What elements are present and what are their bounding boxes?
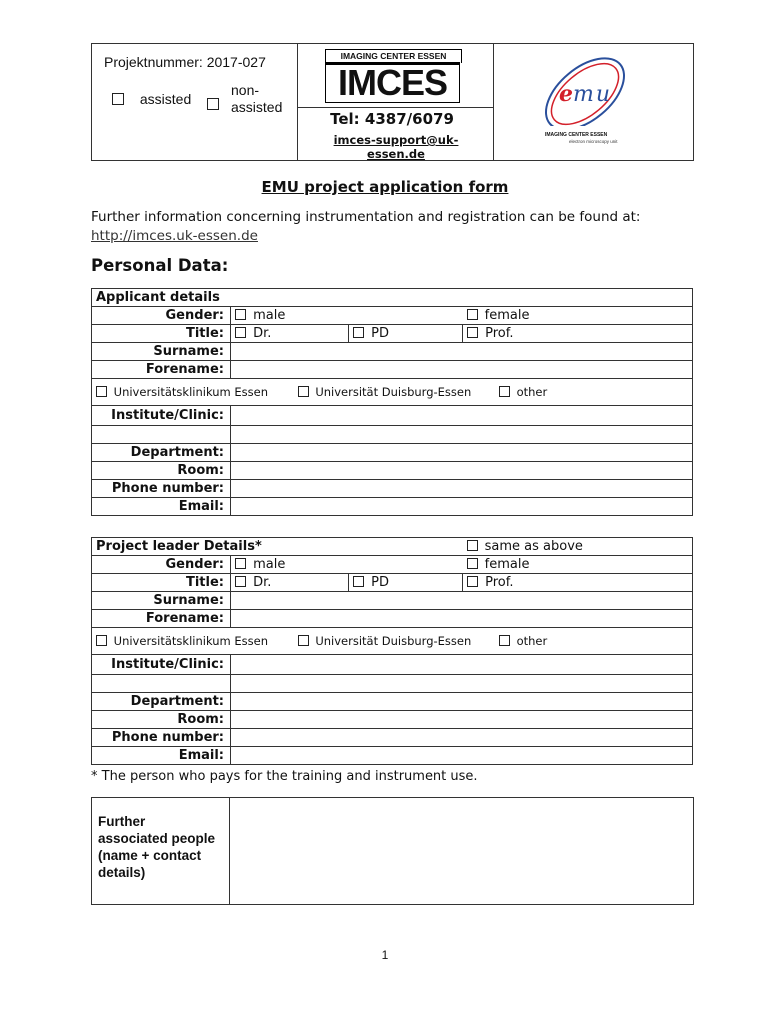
institute-extra-label (92, 426, 231, 444)
surname-label: Surname: (92, 343, 231, 361)
forename-field[interactable] (231, 361, 693, 379)
room-field[interactable] (231, 462, 693, 480)
leader-table (91, 537, 693, 765)
same-as-above-checkbox[interactable] (467, 540, 478, 551)
emu-subtitle-1: IMAGING CENTER ESSEN (545, 132, 608, 138)
leader-male-checkbox[interactable] (235, 558, 246, 569)
leader-institute-label: Institute/Clinic: (92, 655, 231, 675)
title-prof-option[interactable]: Prof. (463, 325, 693, 343)
room-label: Room: (92, 462, 231, 480)
dr-checkbox[interactable] (235, 327, 246, 338)
title-label: Title: (92, 325, 231, 343)
institute-field-extra[interactable] (231, 426, 693, 444)
leader-other-checkbox[interactable] (499, 635, 510, 646)
info-text: Further information concerning instrumentation and registration can be found at: (91, 209, 641, 225)
leader-phone-field[interactable] (231, 729, 693, 747)
leader-org-uni-due-option[interactable]: Universität Duisburg-Essen (298, 634, 472, 648)
leader-female-checkbox[interactable] (467, 558, 478, 569)
surname-field[interactable] (231, 343, 693, 361)
leader-org-uk-essen-option[interactable]: Universitätsklinikum Essen (96, 634, 268, 648)
leader-gender-female-option[interactable]: female (463, 556, 693, 574)
leader-department-field[interactable] (231, 693, 693, 711)
applicant-heading: Applicant details (92, 289, 693, 307)
department-label: Department: (92, 444, 231, 462)
uk-essen-checkbox[interactable] (96, 386, 107, 397)
leader-email-label: Email: (92, 747, 231, 765)
leader-surname-field[interactable] (231, 592, 693, 610)
same-as-above-option[interactable]: same as above (463, 538, 693, 556)
assisted-label: assisted (139, 91, 192, 107)
leader-institute-extra-label (92, 675, 231, 693)
personal-data-heading: Personal Data: (91, 256, 229, 275)
leader-org-other-option[interactable]: other (499, 634, 547, 648)
phone-number: Tel: 4387/6079 (330, 110, 454, 128)
info-link[interactable]: http://imces.uk-essen.de (91, 228, 258, 244)
leader-surname-label: Surname: (92, 592, 231, 610)
leader-title-prof-option[interactable]: Prof. (463, 574, 693, 592)
email-field[interactable] (231, 498, 693, 516)
leader-title-label: Title: (92, 574, 231, 592)
gender-label: Gender: (92, 307, 231, 325)
leader-forename-field[interactable] (231, 610, 693, 628)
project-number-label: Projektnummer: (104, 54, 203, 70)
page-title: EMU project application form (261, 178, 509, 196)
leader-pd-checkbox[interactable] (353, 576, 364, 587)
further-people-label: Further associated people (name + contact details) (98, 814, 216, 880)
imces-big-text: IMCES (325, 62, 460, 103)
project-number (104, 54, 266, 70)
organisation-row (92, 379, 693, 406)
leader-uk-essen-checkbox[interactable] (96, 635, 107, 646)
leader-prof-checkbox[interactable] (467, 576, 478, 587)
uni-due-checkbox[interactable] (298, 386, 309, 397)
leader-heading: Project leader Details* (92, 538, 463, 556)
department-field[interactable] (231, 444, 693, 462)
forename-label: Forename: (92, 361, 231, 379)
project-number-value[interactable]: 2017-027 (206, 54, 266, 70)
institute-label: Institute/Clinic: (92, 406, 231, 426)
leader-institute-field-extra[interactable] (231, 675, 693, 693)
footnote: * The person who pays for the training and instrument use. (91, 769, 478, 784)
org-uni-due-option[interactable]: Universität Duisburg-Essen (298, 385, 472, 399)
imces-logo (325, 49, 460, 103)
title-dr-option[interactable]: Dr. (231, 325, 349, 343)
leader-room-label: Room: (92, 711, 231, 729)
assisted-checkbox[interactable] (112, 93, 124, 105)
phone-label: Phone number: (92, 480, 231, 498)
support-email-link[interactable]: imces-support@uk-essen.de (333, 133, 459, 161)
male-checkbox[interactable] (235, 309, 246, 320)
non-assisted-label: non- assisted (231, 82, 283, 115)
female-checkbox[interactable] (467, 309, 478, 320)
title-pd-option[interactable]: PD (349, 325, 463, 343)
leader-gender-label: Gender: (92, 556, 231, 574)
org-uk-essen-option[interactable]: Universitätsklinikum Essen (96, 385, 268, 399)
org-other-option[interactable]: other (499, 385, 547, 399)
phone-field[interactable] (231, 480, 693, 498)
further-people-field[interactable] (230, 798, 693, 904)
leader-room-field[interactable] (231, 711, 693, 729)
leader-organisation-row (92, 628, 693, 655)
leader-forename-label: Forename: (92, 610, 231, 628)
assisted-option[interactable] (112, 91, 191, 107)
gender-female-option[interactable]: female (463, 307, 693, 325)
email-label: Email: (92, 498, 231, 516)
leader-title-dr-option[interactable]: Dr. (231, 574, 349, 592)
leader-dr-checkbox[interactable] (235, 576, 246, 587)
page-number: 1 (381, 948, 389, 962)
emu-logo (537, 46, 647, 156)
leader-uni-due-checkbox[interactable] (298, 635, 309, 646)
leader-phone-label: Phone number: (92, 729, 231, 747)
leader-institute-field[interactable] (231, 655, 693, 675)
imces-small-text: IMAGING CENTER ESSEN (325, 49, 462, 63)
other-checkbox[interactable] (499, 386, 510, 397)
institute-field[interactable] (231, 406, 693, 426)
leader-department-label: Department: (92, 693, 231, 711)
pd-checkbox[interactable] (353, 327, 364, 338)
emu-logo-text: emu (559, 81, 613, 107)
gender-male-option[interactable]: male (231, 307, 463, 325)
leader-gender-male-option[interactable]: male (231, 556, 463, 574)
prof-checkbox[interactable] (467, 327, 478, 338)
header-box (91, 43, 694, 161)
applicant-table (91, 288, 693, 516)
non-assisted-checkbox[interactable] (207, 98, 219, 110)
emu-subtitle-2: electron microscopy unit (569, 139, 618, 144)
leader-title-pd-option[interactable]: PD (349, 574, 463, 592)
further-people-box (91, 797, 694, 905)
leader-email-field[interactable] (231, 747, 693, 765)
